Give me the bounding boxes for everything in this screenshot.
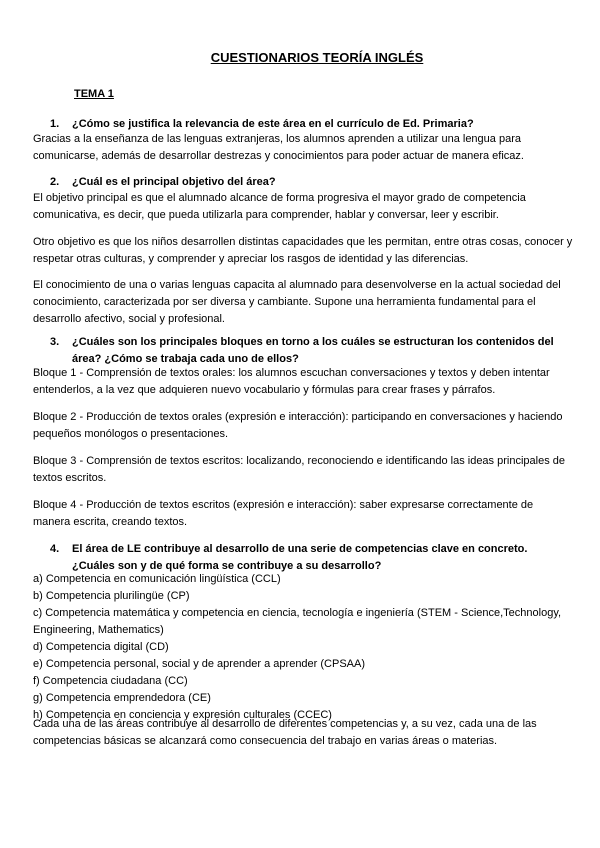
question-3	[50, 334, 562, 368]
section-heading: TEMA 1	[74, 88, 114, 100]
block-3: Bloque 3 - Comprensión de textos escritos: localizando, reconociendo e identificando las ideas principales de textos escritos.	[33, 455, 565, 484]
answer-2-paragraph-2: Otro objetivo es que los niños desarrollen distintas capacidades que les permitan, entre otras cosas, conocer y respetar otras culturas, y comprender y apreciar los rasgos de identidad y las diferencias.	[33, 236, 573, 265]
question-text: ¿Cómo se justifica la relevancia de este área en el currículo de Ed. Primaria?	[72, 118, 474, 130]
competencies-list-wrapper	[33, 571, 573, 724]
list-item: b) Competencia plurilingüe (CP)	[33, 590, 190, 602]
question-2	[50, 174, 276, 191]
list-item: d) Competencia digital (CD)	[33, 641, 169, 653]
question-4	[50, 541, 562, 575]
closing-paragraph: Cada una de las áreas contribuye al desarrollo de diferentes competencias y, a su vez, cada una de las competencias básicas se alcanzará como consecuencia del trabajo en varias áreas o materias.	[33, 718, 537, 747]
block-2: Bloque 2 - Producción de textos orales (expresión e interacción): participando en conversaciones y haciendo pequeños monólogos o presentaciones.	[33, 411, 563, 440]
answer-1: Gracias a la enseñanza de las lenguas extranjeras, los alumnos aprenden a utilizar una lengua para comunicarse, además de desarrollar destrezas y conocimientos para poder actuar de manera eficaz.	[33, 133, 524, 162]
list-item: g) Competencia emprendedora (CE)	[33, 692, 211, 704]
answer-2-paragraph-3: El conocimiento de una o varias lenguas capacita al alumnado para desenvolverse en la actual sociedad del conocimiento, caracterizada por ser diversa y cambiante. Supone una herramienta fundamental para el desarrollo afectivo, social y profesional.	[33, 279, 561, 325]
list-item: e) Competencia personal, social y de aprender a aprender (CPSAA)	[33, 658, 366, 670]
list-item: f) Competencia ciudadana (CC)	[33, 675, 188, 687]
question-text: ¿Cuál es el principal objetivo del área?	[72, 176, 276, 188]
question-number: 3.	[50, 336, 60, 348]
list-item: h) Competencia en conciencia y expresión culturales (CCEC)	[33, 709, 332, 721]
block-4: Bloque 4 - Producción de textos escritos (expresión e interacción): saber expresarse correctamente de manera escrita, creando textos.	[33, 499, 534, 528]
competencies-list	[33, 571, 573, 724]
question-number: 4.	[50, 543, 60, 555]
question-number: 2.	[50, 176, 60, 188]
document-title: CUESTIONARIOS TEORÍA INGLÉS	[210, 50, 424, 65]
question-number: 1.	[50, 118, 60, 130]
answer-2-paragraph-1: El objetivo principal es que el alumnado alcance de forma progresiva el mayor grado de competencia comunicativa, es decir, que pueda utilizarla para comprender, hablar y conversar, leer y escribir.	[33, 192, 526, 221]
question-text: ¿Cuáles son los principales bloques en torno a los cuáles se estructuran los contenidos del área? ¿Cómo se trabaja cada uno de ellos?	[72, 336, 554, 365]
block-1: Bloque 1 - Comprensión de textos orales: los alumnos escuchan conversaciones y textos y deben intentar entenderlos, a la vez que adquieren nuevo vocabulario y fórmulas para crear frases y párrafos.	[33, 367, 550, 396]
question-text: El área de LE contribuye al desarrollo de una serie de competencias clave en concreto. ¿Cuáles son y de qué forma se contribuye a su desarrollo?	[72, 543, 528, 572]
list-item: a) Competencia en comunicación lingüística (CCL)	[33, 573, 281, 585]
list-item: c) Competencia matemática y competencia en ciencia, tecnología e ingeniería (STEM - Science,Technology, Engineering, Mathematics)	[33, 607, 562, 636]
